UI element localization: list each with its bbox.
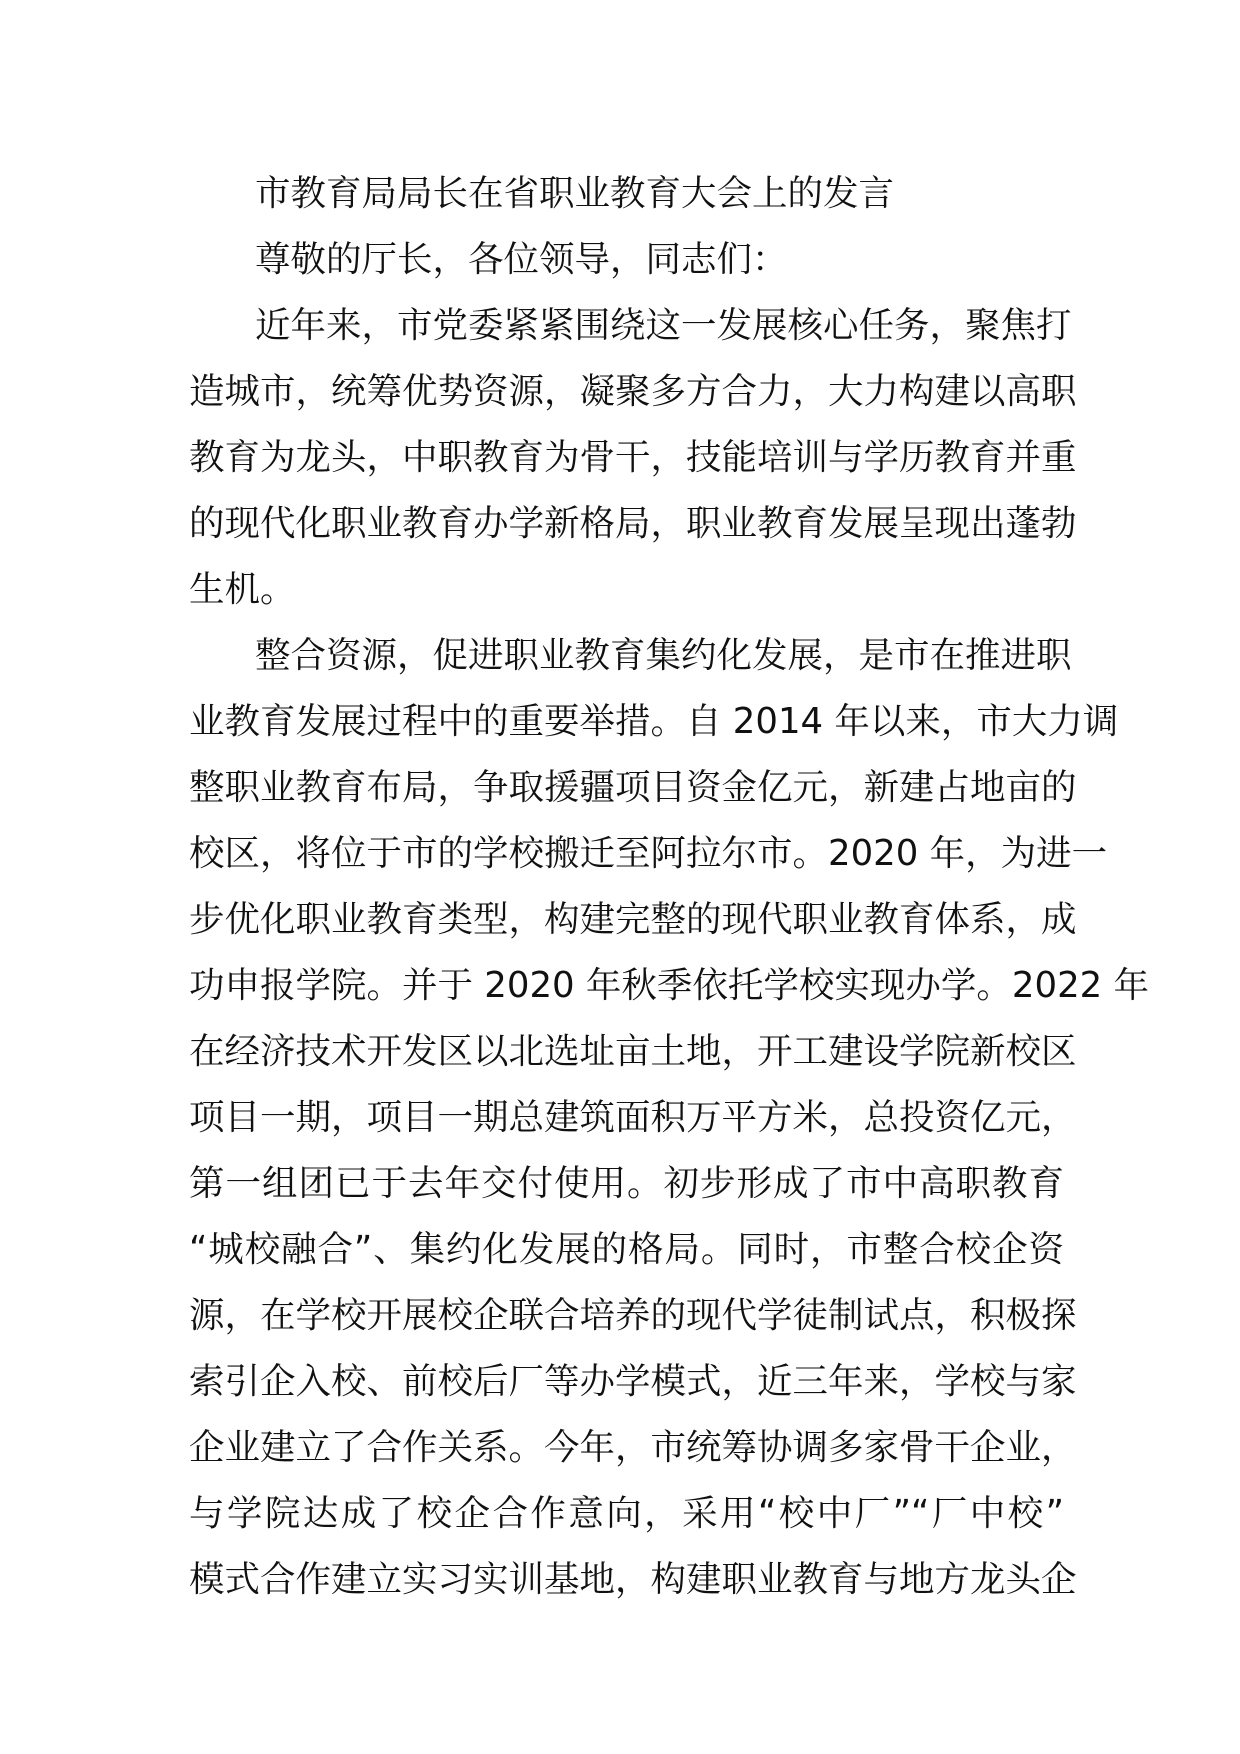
salutation: 尊敬的厅长，各位领导，同志们： <box>255 239 788 280</box>
body-line: 整职业教育布局，争取援疆项目资金亿元，新建占地亩的 <box>189 767 1077 808</box>
body-line: 业教育发展过程中的重要举措。自 2014 年以来，市大力调 <box>189 701 1119 742</box>
body-line: 与学院达成了校企合作意向，采用“校中厂”“厂中校” <box>189 1493 1064 1534</box>
body-line: 在经济技术开发区以北选址亩土地，开工建设学院新校区 <box>189 1031 1077 1072</box>
body-line: 模式合作建立实习实训基地，构建职业教育与地方龙头企 <box>189 1559 1077 1600</box>
body-line: 的现代化职业教育办学新格局，职业教育发展呈现出蓬勃 <box>189 503 1077 544</box>
body-line: 企业建立了合作关系。今年，市统筹协调多家骨干企业， <box>189 1427 1077 1468</box>
body-line: 生机。 <box>189 569 296 610</box>
body-line: 整合资源，促进职业教育集约化发展，是市在推进职 <box>255 635 1072 676</box>
document-title: 市教育局局长在省职业教育大会上的发言 <box>255 173 895 214</box>
body-line: 功申报学院。并于 2020 年秋季依托学校实现办学。2022 年 <box>189 965 1150 1006</box>
body-line: “城校融合”、集约化发展的格局。同时，市整合校企资 <box>189 1229 1064 1270</box>
body-line: 步优化职业教育类型，构建完整的现代职业教育体系，成 <box>189 899 1077 940</box>
body-line: 教育为龙头，中职教育为骨干，技能培训与学历教育并重 <box>189 437 1077 478</box>
body-line: 源，在学校开展校企联合培养的现代学徒制试点，积极探 <box>189 1295 1077 1336</box>
body-line: 项目一期，项目一期总建筑面积万平方米，总投资亿元， <box>189 1097 1077 1138</box>
body-line: 近年来，市党委紧紧围绕这一发展核心任务，聚焦打 <box>255 305 1072 346</box>
body-line: 校区，将位于市的学校搬迁至阿拉尔市。2020 年，为进一 <box>189 833 1108 874</box>
body-line: 造城市，统筹优势资源，凝聚多方合力，大力构建以高职 <box>189 371 1077 412</box>
body-line: 索引企入校、前校后厂等办学模式，近三年来，学校与家 <box>189 1361 1077 1402</box>
body-line: 第一组团已于去年交付使用。初步形成了市中高职教育 <box>189 1163 1064 1204</box>
